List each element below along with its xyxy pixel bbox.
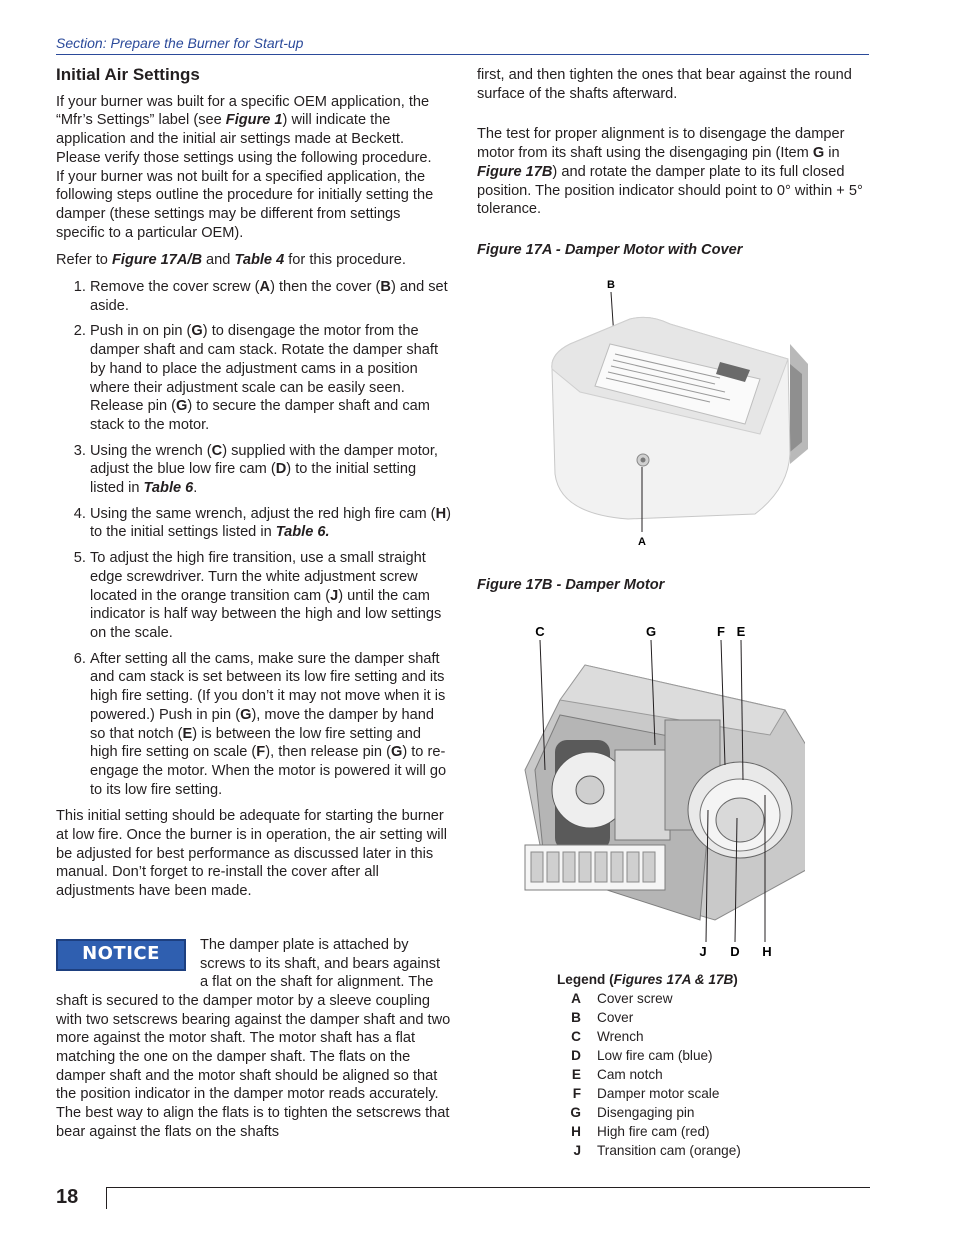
callout-j: J bbox=[699, 944, 707, 959]
gear-hub bbox=[576, 776, 604, 804]
callout-a: A bbox=[638, 536, 646, 548]
step-3: 3. Using the wrench (C) supplied with the damper motor, adjust the blue low fire cam (D) to the initial setting listed in Table 6. bbox=[90, 442, 452, 498]
refer-paragraph: Refer to Figure 17A/B and Table 4 for this procedure. bbox=[56, 252, 406, 269]
legend-item: D Low fire cam (blue) bbox=[571, 1048, 713, 1063]
notice-badge: NOTICE bbox=[56, 939, 186, 971]
procedure-steps bbox=[56, 278, 452, 799]
legend-item: J Transition cam (orange) bbox=[573, 1143, 741, 1158]
step-1: 1. Remove the cover screw (A) then the cover (B) and set aside. bbox=[90, 278, 452, 315]
footer-divider-horizontal bbox=[106, 1187, 870, 1188]
legend-item: F Damper motor scale bbox=[572, 1086, 720, 1101]
alignment-test-paragraph: The test for proper alignment is to disengage the damper motor from its shaft using the disengaging pin (Item G in Figure 17B) and rotate the damper plate to its full closed position. The position indicator should point to 0° within + 5° tolerance. bbox=[477, 126, 863, 218]
callout-b: B bbox=[607, 279, 615, 291]
intro-paragraph-2: If your burner was not built for a specified application, the following steps outline the procedure for initially setting the damper (these settings may be different from settings specific to a particular OEM). bbox=[56, 168, 434, 241]
notice-text: The damper plate is attached by screws to its shaft, and bears against a flat on the shaft for alignment. The shaft is secured to the damper motor by a sleeve coupling with two setscrews bearing against the damper shaft and two more against the motor shaft. The motor shaft has a flat matching the one on the damper shaft. The flats on the damper shaft and the motor shaft should be aligned so that the position indicator in the damper motor reads accurately. The best way to align the flats is to tighten the setscrews that bear against the flats on the shafts bbox=[56, 936, 451, 1140]
step-4: 4. Using the same wrench, adjust the red high fire cam (H) to the initial settings listed in Table 6. bbox=[90, 505, 452, 542]
legend-item: A Cover screw bbox=[571, 991, 673, 1006]
notice-continuation: first, and then tighten the ones that bear against the round surface of the shafts afterward. bbox=[477, 67, 852, 102]
notice-block bbox=[56, 936, 452, 1142]
callout-g: G bbox=[645, 624, 657, 639]
intro-paragraph-1: If your burner was built for a specific OEM application, the “Mfr’s Settings” label (see Figure 1) will indicate the application and the initial air settings made at Beckett. Please verify those settings using the following procedure. bbox=[56, 93, 432, 166]
callout-c: C bbox=[535, 624, 545, 639]
closing-paragraph: This initial setting should be adequate for starting the burner at low fire. Once the burner is in operation, the air setting will be adjusted for best performance as discussed later in this manual. Don’t forget to re-install the cover after all adjustments have been made. bbox=[56, 808, 447, 900]
step-2: 2. Push in on pin (G) to disengage the motor from the damper shaft and cam stack. Rotate the damper shaft by hand to place the adjustment cams in a position where their adjustment scale can be easily seen. Release pin (G) to secure the damper shaft and cam stack to the motor. bbox=[90, 322, 452, 434]
page-number: 18 bbox=[56, 1186, 79, 1208]
callout-e: E bbox=[736, 624, 746, 639]
cover-screw-slot bbox=[641, 458, 646, 463]
left-column bbox=[56, 66, 452, 1142]
step-5: 5. To adjust the high fire transition, use a small straight edge screwdriver. Turn the white adjustment screw located in the orange transition cam (J) until the cam indicator is half way between the high and low settings on the scale. bbox=[90, 549, 452, 643]
motor-body-detail bbox=[790, 364, 802, 452]
legend-title: Legend (Figures 17A & 17B) bbox=[557, 972, 738, 987]
footer-divider-vertical bbox=[106, 1187, 107, 1209]
section-header: Section: Prepare the Burner for Start-up bbox=[56, 35, 869, 55]
figure-17a-caption: Figure 17A - Damper Motor with Cover bbox=[477, 241, 743, 258]
legend-item: E Cam notch bbox=[571, 1067, 663, 1082]
figure-17b-damper-motor bbox=[515, 620, 805, 960]
cam-hub bbox=[716, 798, 764, 842]
callout-d: D bbox=[730, 944, 740, 959]
legend-item: C Wrench bbox=[571, 1029, 644, 1044]
step-6: 6. After setting all the cams, make sure the damper shaft and cam stack is set between its low fire setting and its high fire setting. (If you don’t it may not move when it is powered.) Push in pin (G), move the damper by hand so that notch (E) is between the low fire setting and high fire setting on scale (F), then release pin (G) to re-engage the motor. When the motor is powered it will go to its low fire setting. bbox=[90, 650, 452, 800]
figure-17b-caption: Figure 17B - Damper Motor bbox=[477, 577, 665, 593]
gear-train bbox=[615, 750, 670, 840]
callout-f: F bbox=[717, 624, 725, 639]
right-column bbox=[477, 66, 877, 260]
callout-h: H bbox=[762, 944, 772, 959]
legend-item: H High fire cam (red) bbox=[571, 1124, 710, 1139]
legend-item: G Disengaging pin bbox=[570, 1105, 695, 1120]
legend bbox=[557, 972, 741, 1160]
section-heading: Initial Air Settings bbox=[56, 65, 200, 84]
legend-item: B Cover bbox=[571, 1010, 634, 1025]
figure-17a-damper-motor-cover bbox=[540, 274, 810, 550]
